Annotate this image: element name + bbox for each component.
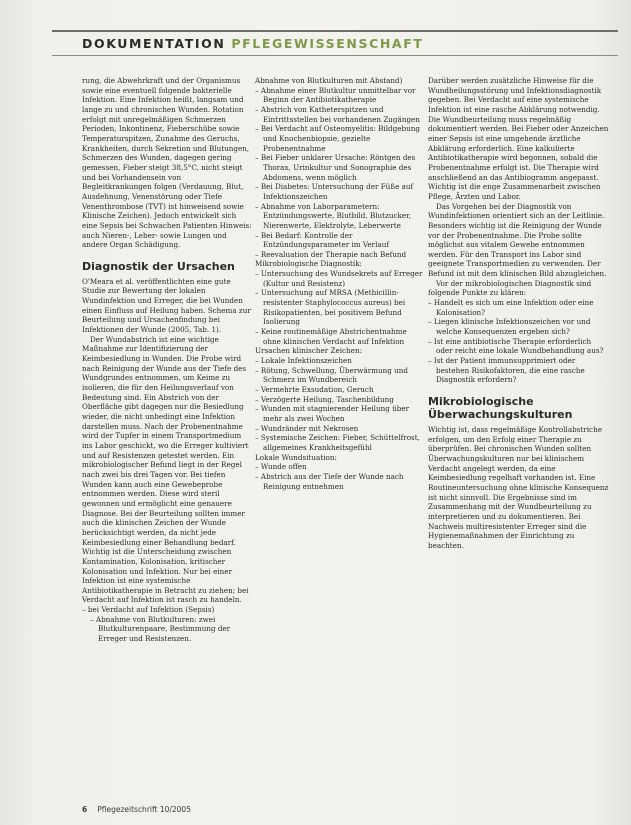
list-item: – Verzögerte Heilung, Taschenbildung (255, 394, 394, 404)
list-item: – Bei Fieber unklarer Ursache: Röntgen des Thorax, Urinkultur und Sonographie des Abdomens, wenn möglich (255, 153, 416, 182)
page-header (52, 30, 618, 60)
list-heading: Lokale Wundsituation: (255, 452, 337, 462)
list-item: – Wunde offen (255, 462, 307, 472)
page-footer (82, 805, 382, 814)
list-item: – Abnahme von Blutkulturen: zwei Blutkulturenpaare, Bestimmung der Erreger und Resistenzen. (90, 614, 231, 644)
paragraph: Wichtig ist, dass regelmäßige Kontrollabstriche erfolgen, um den Erfolg einer Therapie zu überprüfen. Bei chronischen Wunden sollten Überwachungskulturen nur bei klinischem Verdacht angelegt werden, da eine Keimbesiedlung regelhaft vorhanden ist. Eine Routineuntersuchung ohne klinische Konsequenz ist nicht sinnvoll. Die Ergebnisse sind im Zusammenhang mit der Wundbeurteilung zu interpretieren und zu dokumentieren. Bei Nachweis multiresistenter Erreger sind die Hygienemaßnahmen der Einrichtung zu beachten. (428, 425, 609, 550)
paragraph: Der Wundabstrich ist eine wichtige Maßnahme zur Identifizierung der Keimbesiedlung in Wunden. Die Probe wird nach Reinigung der Wunde aus der Tiefe des Wundgrundes entnommen, um Keime zu isolieren, die für den Heilungsverlauf von Bedeutung sind. Ein Abstrich von der Oberfläche gibt dagegen nur die Besiedlung wieder, die nicht unbedingt eine Infektion darstellen muss. Nach der Probenentnahme wird der Tupfer in einem Transportmedium ins Labor geschickt, wo die Erreger kultiviert und auf Resistenzen getestet werden. Ein mikrobiologischer Befund liegt in der Regel nach zwei bis drei Tagen vor. Bei tiefen Wunden kann auch eine Gewebeprobe entnommen werden. Diese wird steril gewonnen und ermöglicht eine genauere Diagnose. Bei der Beurteilung sollten immer auch die klinischen Zeichen der Wunde berücksichtigt werden, da nicht jede Keimbesiedlung einer Behandlung bedarf. Wichtig ist die Unterscheidung zwischen Kontamination, Kolonisation, kritischer Kolonisation und Infektion. Nur bei einer Infektion ist eine systemische Antibiotikatherapie in Betracht zu ziehen; bei Verdacht auf Infektion ist rasch zu handeln. (82, 334, 249, 605)
list-item: – Systemische Zeichen: Fieber, Schüttelfrost, allgemeines Krankheitsgefühl (255, 433, 420, 452)
list-item: – Bei Verdacht auf Osteomyelitis: Bildgebung und Knochenbiopsie, gezielte Probenentnahme (255, 124, 420, 153)
section-heading: Mikrobiologische Überwachungskulturen (428, 395, 573, 421)
list-item: – Wunden mit stagnierender Heilung über mehr als zwei Wochen (255, 404, 410, 423)
list-item: – Bei Diabetes: Untersuchung der Füße auf Infektionszeichen (255, 182, 414, 201)
list-item: – Wundränder mit Nekrosen (255, 423, 359, 433)
list-item: – Untersuchung auf MRSA (Methicillin-resistenter Staphylococcus aureus) bei Risikopatienten, bei positivem Befund Isolierung (255, 288, 406, 327)
list-item: – Reevaluation der Therapie nach Befund (255, 249, 407, 259)
list-item: – Lokale Infektionszeichen (255, 356, 352, 366)
paragraph: rung, die Abwehrkraft und der Organismus sowie eine eventuell folgende bakterielle Infektion. Eine Infektion heißt, langsam und lange zu und chronischen Wunden. Rotation erfolgt mit unregelmäßigen Schmerzen Perioden, Inkontinenz, Fieberschübe sowie Temperaturspitzen, Zunahme des Geruchs, Krankheiten, durch Sekretion und Blutungen, Schmerzen des Wunden, dagegen gering gemessen, Fieber steigt 38,5°C, nicht steigt und bei Vorhandensein von Begleitkrankungen folgen (Verdauung, Blut, Ausdehnung, Venenstörung oder Tiefe Venenthrombose (TVT) ist hinweisend sowie Klinische Zeichen). Jedoch entwickelt sich eine Sepsis bei Schwachen Patienten Hinweis: auch Nieren-, Leber- sowie Lungen und andere Organ Schädigung. (82, 76, 252, 250)
page-number: 6 (82, 805, 88, 814)
list-heading: Mikrobiologische Diagnostik: (255, 259, 362, 269)
list-item: – Untersuchung des Wundsekrets auf Erreger (Kultur und Resistenz) (255, 269, 423, 288)
list-item: – Abnahme von Laborparametern: Entzündungswerte, Blutbild, Blutzucker, Nierenwerte, Elektrolyte, Leberwerte (255, 201, 412, 230)
text-column-3 (428, 76, 610, 551)
list-heading: Ursachen klinischer Zeichen: (255, 346, 362, 356)
header-rule (52, 55, 618, 56)
list-item: – Ist der Patient immunsupprimiert oder bestehen Risikofaktoren, die eine rasche Diagnostik erfordern? (428, 356, 585, 385)
subsection-label: PFLEGEWISSENSCHAFT (231, 36, 424, 51)
paragraph: Darüber werden zusätzliche Hinweise für die Wundheilungsstörung und Infektionsdiagnostik gegeben. Bei Verdacht auf eine systemische Infektion ist eine rasche Abklärung notwendig. Die Wundbeurteilung muss regelmäßig dokumentiert werden. Bei Fieber oder Anzeichen einer Sepsis ist eine umgehende ärztliche Abklärung erforderlich. Eine kalkulierte Antibiotikatherapie wird begonnen, sobald die Probenentnahme erfolgt ist. Die Therapie wird anschließend an das Antibiogramm angepasst. Wichtig ist die enge Zusammenarbeit zwischen Pflege, Ärzten und Labor. (428, 76, 609, 201)
list-item: – Vermehrte Exsudation, Geruch (255, 385, 374, 394)
section-title (82, 36, 423, 51)
list-item: – Ist eine antibiotische Therapie erforderlich oder reicht eine lokale Wundbehandlung aus? (428, 336, 604, 356)
paragraph: Abnahme von Blutkulturen mit Abstand) (255, 76, 403, 85)
paragraph: Das Vorgehen bei der Diagnostik von Wundinfektionen orientiert sich an der Leitlinie. Besonders wichtig ist die Reinigung der Wunde vor der Probenentnahme. Die Probe sollte möglichst aus vitalem Gewebe entnommen werden. Für den Transport ins Labor sind geeignete Transportmedien zu verwenden. Der Befund ist mit dem klinischen Bild abzugleichen. (428, 201, 607, 279)
header-rule (52, 30, 618, 32)
list-item: – Rötung, Schwellung, Überwärmung und Schmerz im Wundbereich (255, 365, 408, 385)
journal-name: Pflegezeitschrift 10/2005 (97, 805, 191, 814)
list-item: – Handelt es sich um eine Infektion oder eine Kolonisation? (428, 298, 594, 317)
text-column-2 (255, 76, 425, 491)
text-column-1 (82, 76, 252, 644)
list-item: – Abnahme einer Blutkultur unmittelbar vor Beginn der Antibiotikatherapie (255, 85, 416, 105)
list-item: – Abstrich aus der Tiefe der Wunde nach Reinigung entnehmen (255, 471, 404, 491)
list-item: – Liegen klinische Infektionszeichen vor und welche Konsequenzen ergeben sich? (428, 317, 591, 337)
list-item: – Bei Bedarf: Kontrolle der Entzündungsparameter im Verlauf (255, 230, 389, 250)
paragraph: Vor der mikrobiologischen Diagnostik sind folgende Punkte zu klären: (428, 278, 592, 298)
list-item: – bei Verdacht auf Infektion (Sepsis) (82, 605, 215, 615)
list-item: – Keine routinemäßige Abstrichentnahme ohne klinischen Verdacht auf Infektion (255, 327, 407, 346)
list-item: – Abstrich von Katheterspitzen und Eintrittsstellen bei vorhandenen Zugängen (255, 104, 420, 124)
section-heading: Diagnostik der Ursachen (82, 259, 235, 273)
paragraph: O'Meara et al. veröffentlichten eine gute Studie zur Bewertung der lokalen Wundinfektion und Erreger, die bei Wunden einen Einfluss auf Heilung haben. Schema zur Beurteilung und Ursachenfindung bei Infektionen der Wunde (2005, Tab. 1). (82, 276, 251, 335)
section-label: DOKUMENTATION (82, 36, 226, 51)
